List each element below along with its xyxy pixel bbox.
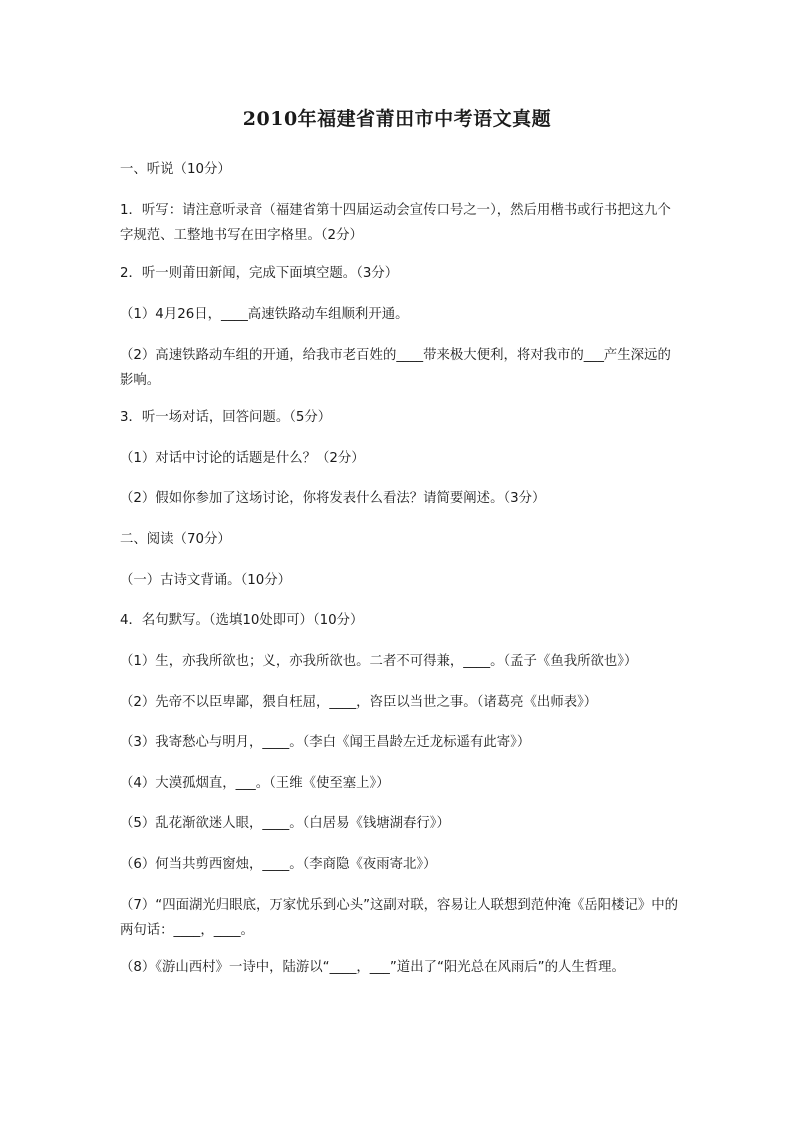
question-3-part-1: （1）对话中讨论的话题是什么？（2分） xyxy=(120,451,365,466)
question-3-part-2: （2）假如你参加了这场讨论，你将发表什么看法？请简要阐述。（3分） xyxy=(120,491,546,506)
question-4-item-8: （8）《游山西村》一诗中，陆游以“____，___”道出了“阳光总在风雨后”的人生哲理。 xyxy=(120,960,625,975)
question-4-item-6: （6）何当共剪西窗烛，____。（李商隐《夜雨寄北》） xyxy=(120,857,437,872)
section-heading-listening: 一、听说（10分） xyxy=(120,162,231,177)
question-4-item-2: （2）先帝不以臣卑鄙，猥自枉屈，____，咨臣以当世之事。（诸葛亮《出师表》） xyxy=(120,695,598,710)
question-1: 1．听写：请注意听录音（福建省第十四届运动会宣传口号之一），然后用楷书或行书把这九个字规范、工整地书写在田字格里。（2分） xyxy=(120,203,671,243)
question-2-part-1: （1）4月26日，____高速铁路动车组顺利开通。 xyxy=(120,307,409,322)
question-4-item-5: （5）乱花渐欲迷人眼，____。（白居易《钱塘湖春行》） xyxy=(120,816,450,831)
question-2-part-2: （2）高速铁路动车组的开通，给我市老百姓的____带来极大便利，将对我市的___产生深远的影响。 xyxy=(120,348,671,388)
question-3: 3．听一场对话，回答问题。（5分） xyxy=(120,410,332,425)
question-4-item-3: （3）我寄愁心与明月，____。（李白《闻王昌龄左迁龙标遥有此寄》） xyxy=(120,735,531,750)
question-4-item-7: （7）“四面湖光归眼底，万家忧乐到心头”这副对联，容易让人联想到范仲淹《岳阳楼记》中的两句话：____，____。 xyxy=(120,898,679,938)
question-4-item-4: （4）大漠孤烟直，___。（王维《使至塞上》） xyxy=(120,776,390,791)
question-2: 2．听一则莆田新闻，完成下面填空题。（3分） xyxy=(120,266,399,281)
question-4-item-1: （1）生，亦我所欲也；义，亦我所欲也。二者不可得兼，____。（孟子《鱼我所欲也》） xyxy=(120,654,638,669)
section-heading-reading: 二、阅读（70分） xyxy=(120,532,231,547)
subsection-heading-poetry: （一）古诗文背诵。（10分） xyxy=(120,573,292,588)
document-title: 2010年福建省莆田市中考语文真题 xyxy=(242,108,552,130)
question-4: 4．名句默写。（选填10处即可）（10分） xyxy=(120,613,364,628)
